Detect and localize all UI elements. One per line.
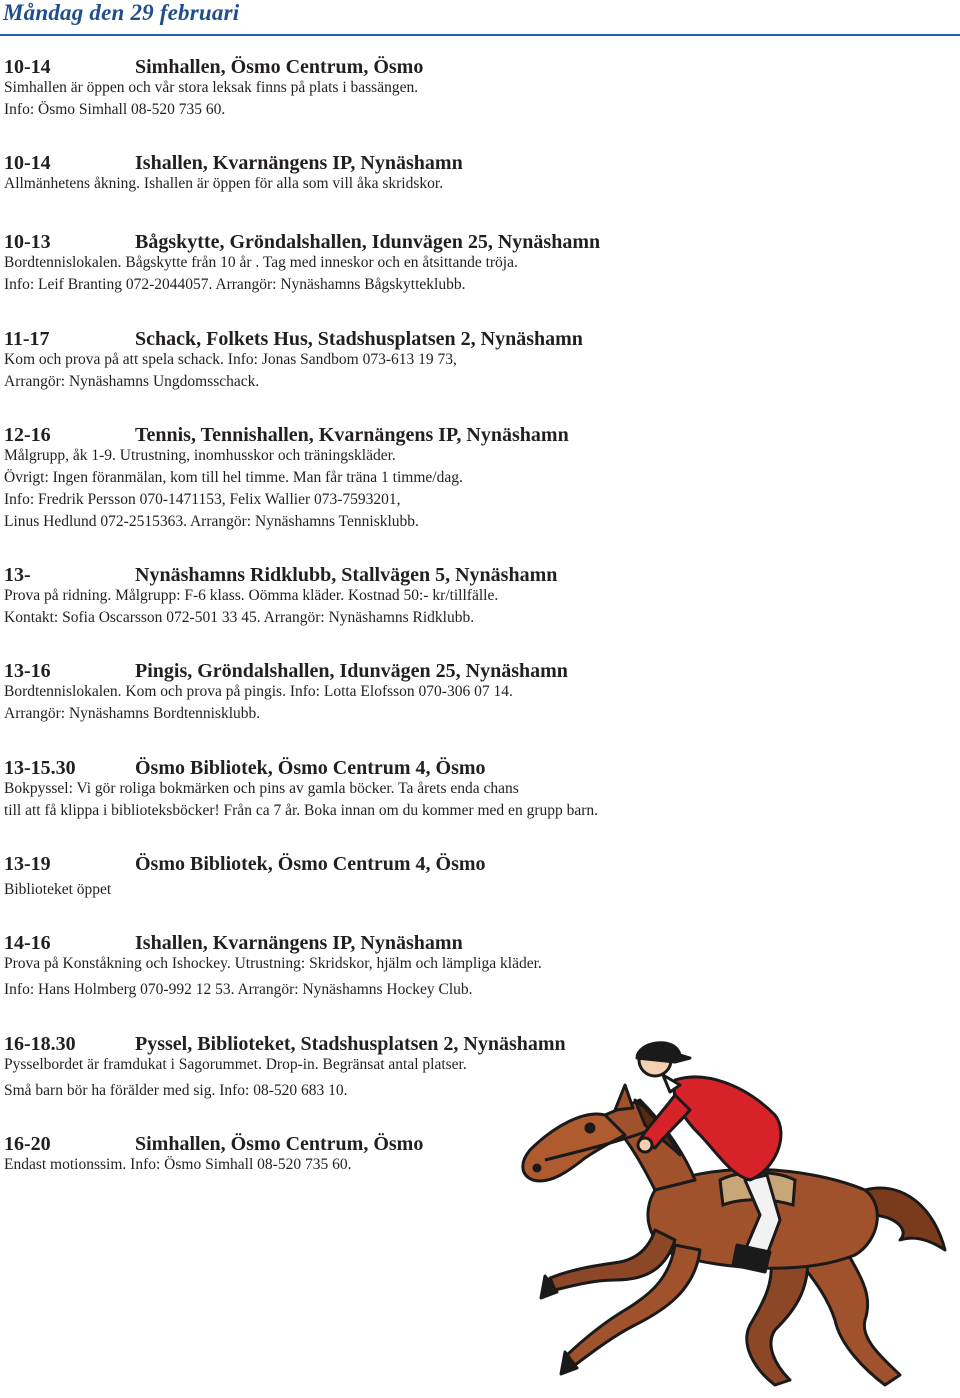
event-detail-line: Bordtennislokalen. Bågskytte från 10 år . Tag med inneskor och en åtsittande tröja. (4, 254, 518, 271)
event-time: 11-17 (4, 328, 50, 350)
event-detail-line: Kontakt: Sofia Oscarsson 072-501 33 45. Arrangör: Nynäshamns Ridklubb. (4, 609, 475, 626)
page-title: Måndag den 29 februari (3, 0, 240, 25)
event-entry (4, 660, 904, 722)
event-time: 10-14 (4, 152, 51, 174)
title-divider (0, 34, 960, 36)
event-detail-line: till att få klippa i biblioteksböcker! Från ca 7 år. Boka innan om du kommer med en grupp barn. (4, 802, 599, 819)
event-detail-line: Målgrupp, åk 1-9. Utrustning, inomhusskor och träningskläder. (4, 447, 396, 464)
event-detail-line: Arrangör: Nynäshamns Bordtennisklubb. (4, 705, 261, 722)
event-detail-line: Små barn bör ha förälder med sig. Info: 08-520 683 10. (4, 1082, 348, 1099)
event-entry (4, 853, 904, 898)
event-detail-line: Kom och prova på att spela schack. Info: Jonas Sandbom 073-613 19 73, (4, 351, 457, 368)
event-time: 14-16 (4, 932, 51, 954)
event-detail-line: Info: Fredrik Persson 070-1471153, Felix Wallier 073-7593201, (4, 491, 401, 508)
event-place: Bågskytte, Gröndalshallen, Idunvägen 25, Nynäshamn (135, 231, 601, 253)
event-detail-line: Simhallen är öppen och vår stora leksak finns på plats i bassängen. (4, 79, 419, 96)
event-place: Simhallen, Ösmo Centrum, Ösmo (135, 56, 424, 78)
event-entry (4, 564, 904, 626)
event-detail-line: Info: Ösmo Simhall 08-520 735 60. (4, 101, 226, 118)
event-place: Simhallen, Ösmo Centrum, Ösmo (135, 1133, 424, 1155)
event-place: Ishallen, Kvarnängens IP, Nynäshamn (135, 152, 463, 174)
event-entry (4, 932, 904, 998)
event-detail-line: Allmänhetens åkning. Ishallen är öppen för alla som vill åka skridskor. (4, 175, 444, 192)
event-entry (4, 328, 904, 390)
event-time: 16-20 (4, 1133, 51, 1155)
event-place: Pyssel, Biblioteket, Stadshusplatsen 2, Nynäshamn (135, 1033, 566, 1055)
event-place: Nynäshamns Ridklubb, Stallvägen 5, Nynäshamn (135, 564, 558, 586)
event-place: Ösmo Bibliotek, Ösmo Centrum 4, Ösmo (135, 853, 486, 875)
event-entry (4, 152, 904, 192)
event-detail-line: Prova på Konståkning och Ishockey. Utrustning: Skridskor, hjälm och lämpliga kläder. (4, 955, 542, 972)
event-entry (4, 424, 904, 530)
event-detail-line: Info: Hans Holmberg 070-992 12 53. Arrangör: Nynäshamns Hockey Club. (4, 981, 473, 998)
event-entry (4, 56, 904, 118)
event-detail-line: Prova på ridning. Målgrupp: F-6 klass. Oömma kläder. Kostnad 50:- kr/tillfälle. (4, 587, 499, 604)
event-time: 13-16 (4, 660, 51, 682)
event-detail-line: Övrigt: Ingen föranmälan, kom till hel timme. Man får träna 1 timme/dag. (4, 469, 463, 486)
event-time: 12-16 (4, 424, 51, 446)
event-entry (4, 231, 904, 293)
event-time: 13- (4, 564, 31, 586)
event-time: 16-18.30 (4, 1033, 76, 1055)
event-place: Ishallen, Kvarnängens IP, Nynäshamn (135, 932, 463, 954)
event-entry (4, 757, 904, 819)
event-detail-line: Bokpyssel: Vi gör roliga bokmärken och pins av gamla böcker. Ta årets enda chans (4, 780, 519, 797)
event-detail-line: Endast motionssim. Info: Ösmo Simhall 08-520 735 60. (4, 1156, 352, 1173)
event-time: 13-15.30 (4, 757, 76, 779)
event-detail-line: Arrangör: Nynäshamns Ungdomsschack. (4, 373, 260, 390)
event-detail-line: Biblioteket öppet (4, 881, 112, 898)
event-time: 10-14 (4, 56, 51, 78)
event-place: Ösmo Bibliotek, Ösmo Centrum 4, Ösmo (135, 757, 486, 779)
event-heading (4, 853, 904, 879)
horse-rider-jumping-icon (475, 1040, 955, 1390)
event-detail-line: Pysselbordet är framdukat i Sagorummet. Drop-in. Begränsat antal platser. (4, 1056, 467, 1073)
event-place: Pingis, Gröndalshallen, Idunvägen 25, Nynäshamn (135, 660, 568, 682)
event-time: 10-13 (4, 231, 51, 253)
event-detail-line: Linus Hedlund 072-2515363. Arrangör: Nynäshamns Tennisklubb. (4, 513, 419, 530)
event-detail-line: Info: Leif Branting 072-2044057. Arrangör: Nynäshamns Bågskytteklubb. (4, 276, 466, 293)
event-time: 13-19 (4, 853, 51, 875)
event-place: Tennis, Tennishallen, Kvarnängens IP, Nynäshamn (135, 424, 569, 446)
event-place: Schack, Folkets Hus, Stadshusplatsen 2, Nynäshamn (135, 328, 583, 350)
event-detail-line: Bordtennislokalen. Kom och prova på pingis. Info: Lotta Elofsson 070-306 07 14. (4, 683, 513, 700)
